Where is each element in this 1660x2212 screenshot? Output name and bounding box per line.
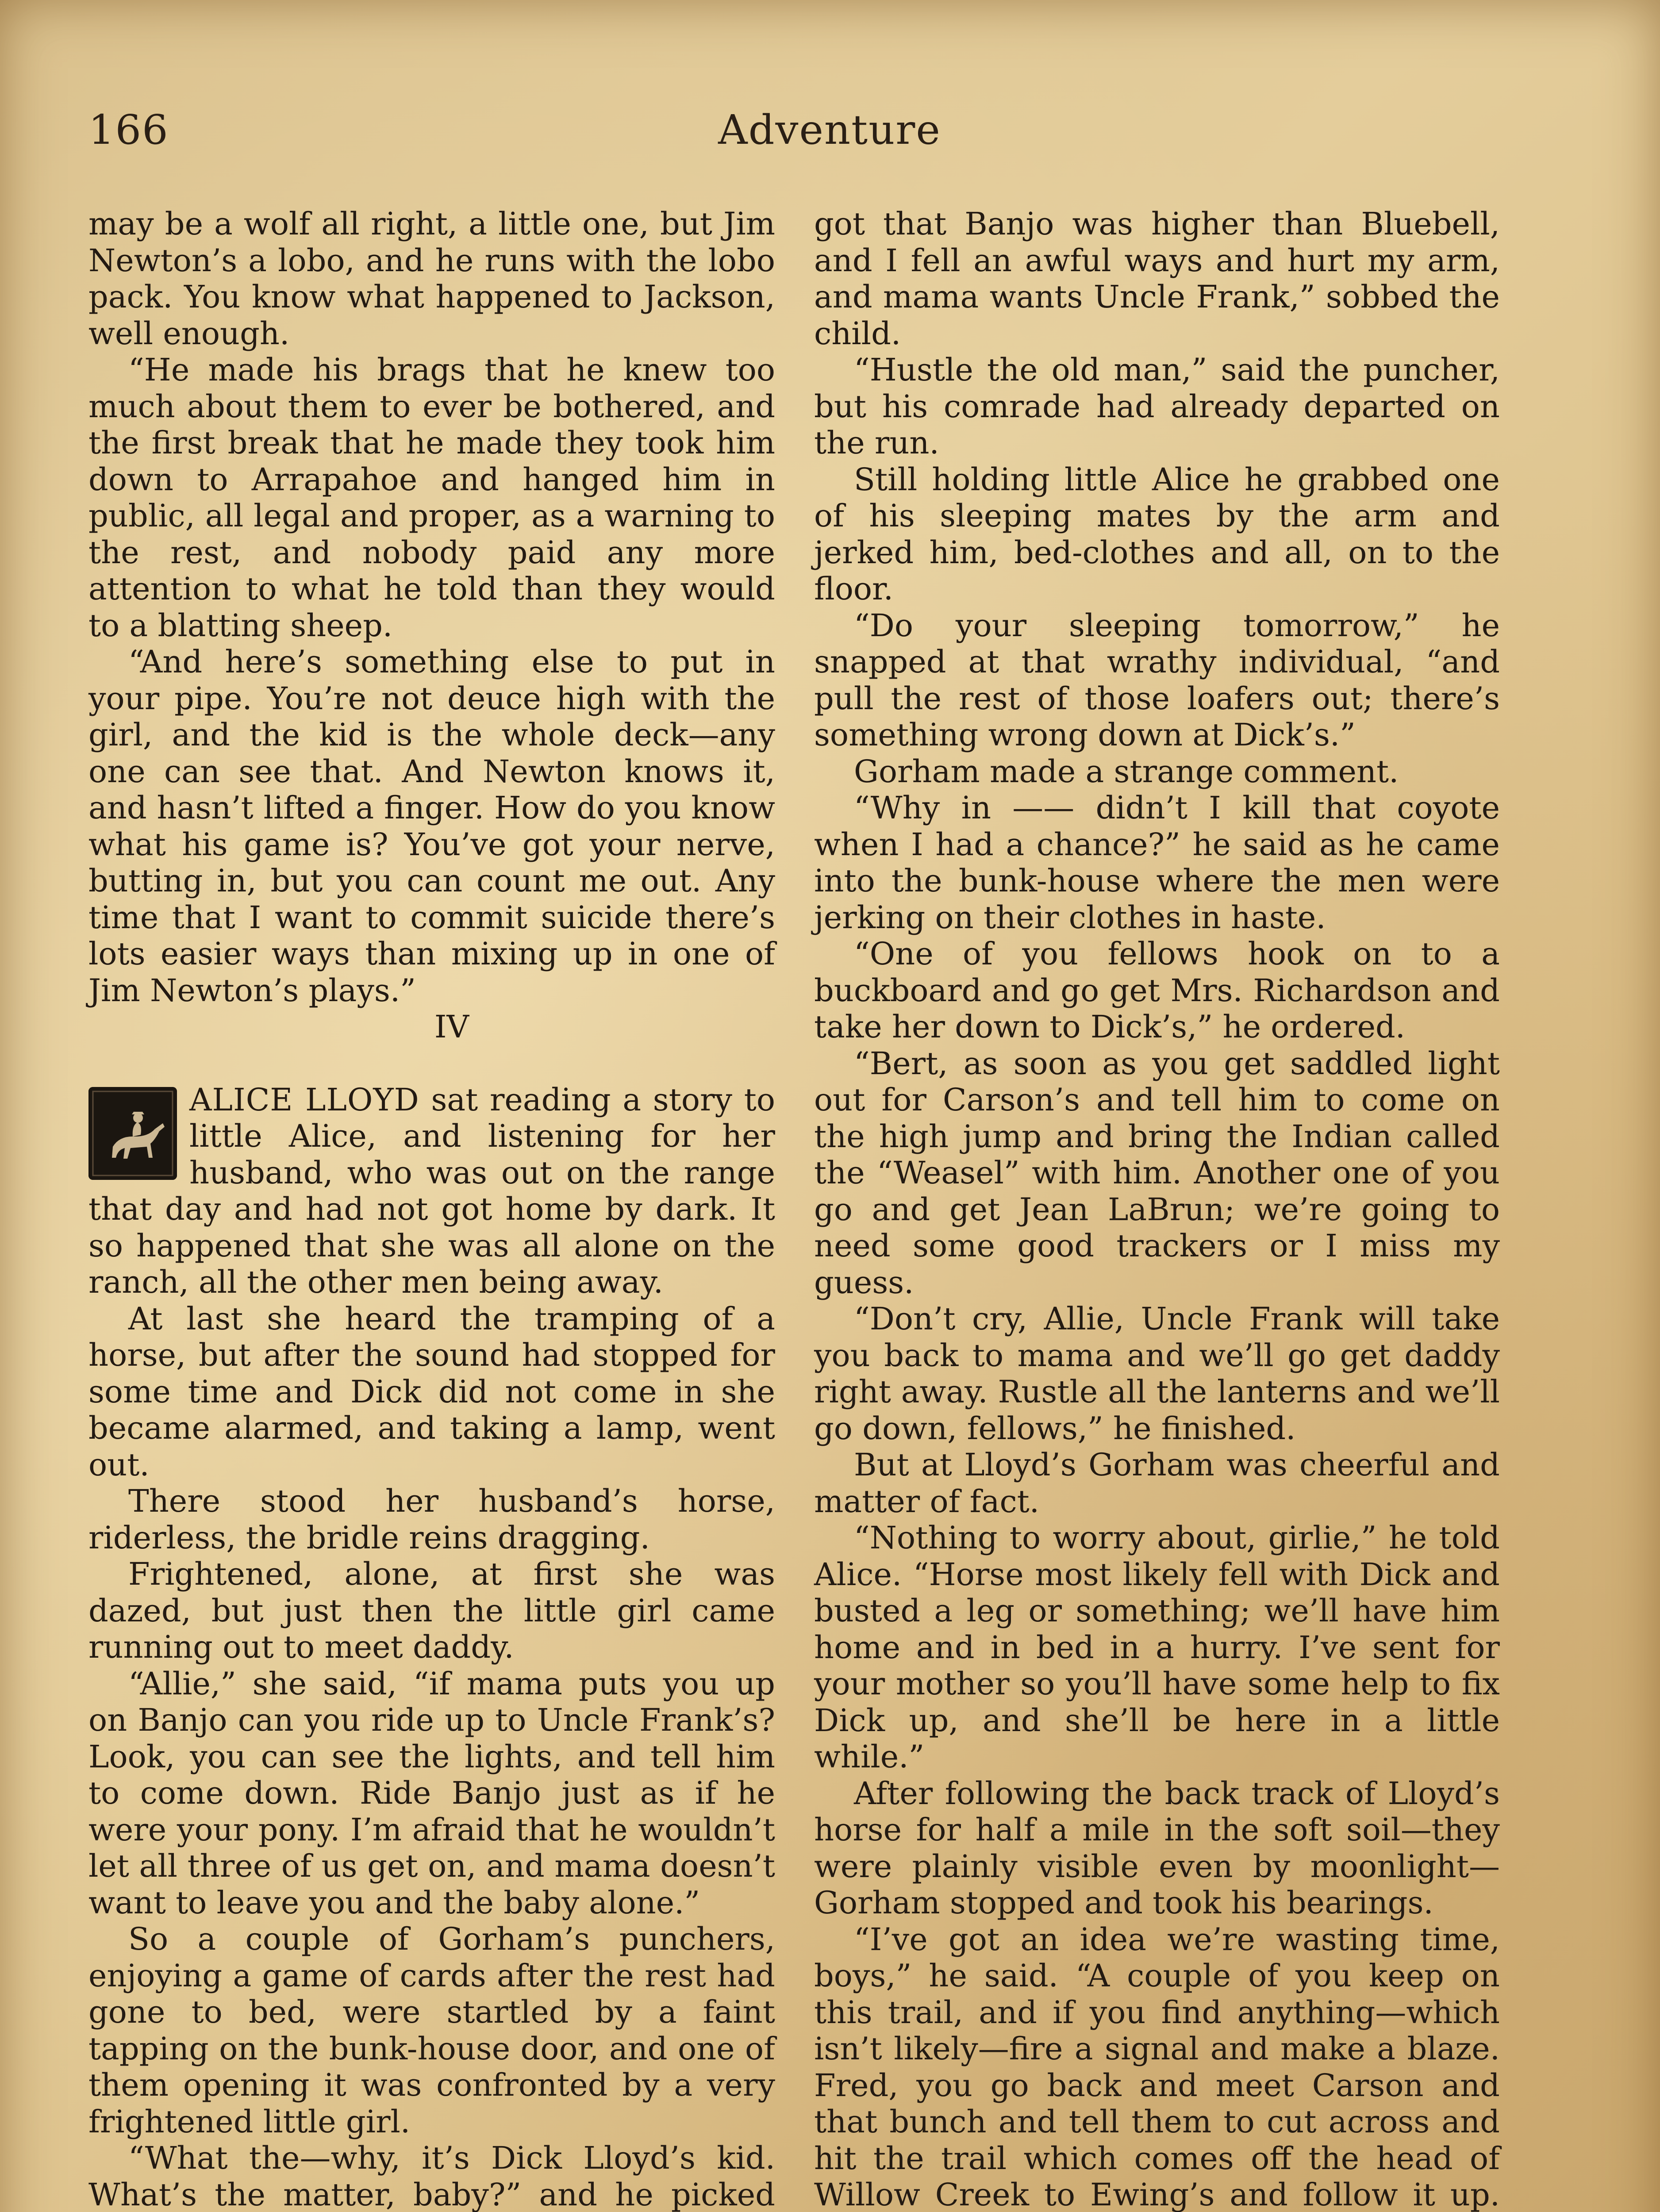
right-column: [814, 206, 1500, 2212]
paragraph: “And here’s something else to put in your pipe. You’re not deuce high with the girl, and the kid is the whole deck—any one can see that. And Newton knows it, and hasn’t lifted a finger. How do you know what his game is? You’ve got your nerve, butting in, but you can count me out. Any time that I want to commit suicide there’s lots easier ways than mixing up in one of Jim Newton’s plays.”: [88, 644, 775, 1009]
paragraph: After following the back track of Lloyd’s horse for half a mile in the soft soil—they were plainly visible even by moonlight—Gorham stopped and took his bearings.: [814, 1775, 1500, 1921]
paragraph: “Why in —— didn’t I kill that coyote when I had a chance?” he said as he came into the bunk-house where the men were jerking on their clothes in haste.: [814, 790, 1500, 936]
paragraph: Still holding little Alice he grabbed one of his sleeping mates by the arm and jerked him, bed-clothes and all, on to the floor.: [814, 461, 1500, 607]
paragraph: “Bert, as soon as you get saddled light out for Carson’s and tell him to come on the high jump and bring the Indian called the “Weasel” with him. Another one of you go and get Jean LaBrun; we’re going to need some good trackers or I miss my guess.: [814, 1045, 1500, 1301]
section-number: IV: [434, 1009, 469, 1045]
paragraph: may be a wolf all right, a little one, but Jim Newton’s a lobo, and he runs with the lobo pack. You know what happened to Jackson, well enough.: [88, 206, 775, 352]
rider-on-horse-icon: [88, 1087, 177, 1180]
paragraph: But at Lloyd’s Gorham was cheerful and matter of fact.: [814, 1447, 1500, 1520]
paragraph: “Allie,” she said, “if mama puts you up on Banjo can you ride up to Uncle Frank’s? Look, you can see the lights, and tell him to come down. Ride Banjo just as if he were your pony. I’m afraid that he wouldn’t let all three of us get on, and mama doesn’t want to leave you and the baby alone.”: [88, 1665, 775, 1921]
paragraph: “Do your sleeping tomorrow,” he snapped at that wrathy individual, “and pull the rest of those loafers out; there’s something wrong down at Dick’s.”: [814, 607, 1500, 753]
section-opening-paragraph: [88, 1082, 775, 1301]
page-number: 166: [88, 106, 169, 154]
paragraph: So a couple of Gorham’s punchers, enjoying a game of cards after the rest had gone to bed, were startled by a faint tapping on the bunk-house door, and one of them opening it was confronted by a very frightened little girl.: [88, 1921, 775, 2140]
paragraph: got that Banjo was higher than Bluebell, and I fell an awful ways and hurt my arm, and mama wants Uncle Frank,” sobbed the child.: [814, 206, 1500, 352]
paragraph: Frightened, alone, at first she was dazed, but just then the little girl came running out to meet daddy.: [88, 1556, 775, 1665]
paragraph: At last she heard the tramping of a horse, but after the sound had stopped for some time and Dick did not come in she became alarmed, and taking a lamp, went out.: [88, 1300, 775, 1483]
paragraph: “Nothing to worry about, girlie,” he told Alice. “Horse most likely fell with Dick and busted a leg or something; we’ll have him home and in bed in a hurry. I’ve sent for your mother so you’ll have some help to fix Dick up, and she’ll be here in a little while.”: [814, 1520, 1500, 1775]
paragraph: “Hustle the old man,” said the puncher, but his comrade had already departed on the run.: [814, 352, 1500, 461]
opening-caps: ALICE LLOYD: [189, 1081, 419, 1118]
paragraph: There stood her husband’s horse, riderless, the bridle reins dragging.: [88, 1483, 775, 1556]
paragraph: Gorham made a strange comment.: [854, 753, 1399, 790]
left-column: [88, 206, 775, 2212]
paragraph: “I’ve got an idea we’re wasting time, boys,” he said. “A couple of you keep on this trail, and if you find anything—which isn’t likely—fire a signal and make a blaze. Fred, you go back and meet Carson and that bunch and tell them to cut across and hit the trail which comes off the head of Willow Creek to Ewing’s and follow it up.: [814, 1921, 1500, 2212]
paragraph: “He made his brags that he knew too much about them to ever be bothered, and the first break that he made they took him down to Arrapahoe and hanged him in public, all legal and proper, as a warning to the rest, and nobody paid any more attention to what he told than they would to a blatting sheep.: [88, 352, 775, 644]
running-head: [88, 106, 1571, 173]
paragraph: “What the—why, it’s Dick Lloyd’s kid. What’s the matter, baby?” and he picked: [88, 2140, 775, 2212]
magazine-title: Adventure: [718, 106, 941, 154]
paragraph: “One of you fellows hook on to a buckboard and go get Mrs. Richardson and take her down to Dick’s,” he ordered.: [814, 936, 1500, 1045]
opening-text: sat reading a story to little Alice, and listening for her husband, who was out on the range that day and had not got home by dark. It so happened that she was all alone on the ranch, all the other men being away.: [88, 1081, 775, 1300]
section-spacer: [88, 1045, 775, 1082]
paragraph: “Don’t cry, Allie, Uncle Frank will take you back to mama and we’ll go get daddy right away. Rustle all the lanterns and we’ll go down, fellows,” he finished.: [814, 1301, 1500, 1447]
